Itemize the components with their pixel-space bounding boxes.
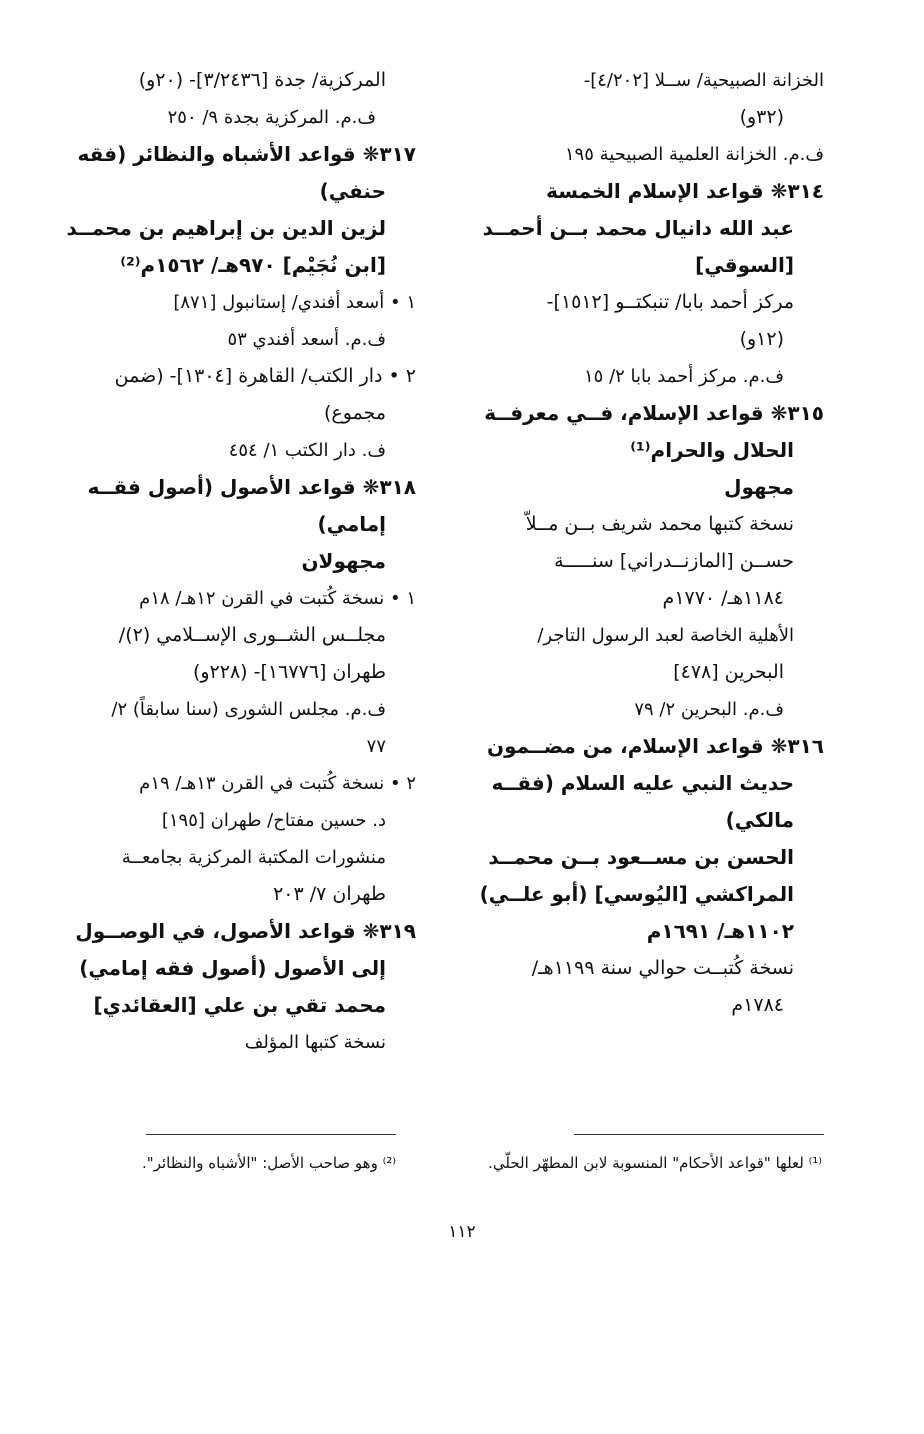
left-column-line: طهران ٧/ ٢٠٣ [273, 883, 386, 905]
right-column-line: ١٧٨٤م [731, 994, 784, 1016]
left-column-line: حنفي) [319, 179, 386, 203]
right-column-line: نسخة كُتبــت حوالي سنة ١١٩٩هـ/ [531, 957, 794, 979]
right-column-line: ٣١٦❋ قواعد الإسلام، من مضــمون [487, 734, 824, 758]
right-column-line: المراكشي [اليُوسي] (أبو علــي) [479, 882, 794, 906]
left-column-line: مجلــس الشــورى الإســلامي (٢)/ [118, 624, 386, 646]
right-column-line: ف.م. الخزانة العلمية الصبيحية ١٩٥ [564, 144, 824, 165]
left-column-line: منشورات المكتبة المركزية بجامعــة [121, 847, 386, 868]
right-column-line: (٣٢و) [739, 106, 784, 128]
footnote-right: ⁽¹⁾ لعلها "قواعد الأحكام" المنسوبة لابن المطهّر الحلّي. [488, 1154, 822, 1172]
footnote-separator-left [146, 1134, 396, 1135]
footnote-left: ⁽²⁾ وهو صاحب الأصل: "الأشباه والنظائر". [142, 1154, 396, 1172]
right-column-line: ١١٨٤هـ/ ١٧٧٠م [662, 587, 784, 609]
right-column-line: (١٢و) [739, 328, 784, 350]
right-column-line: الخزانة الصبيحية/ ســلا [٤/٢٠٢]- [583, 70, 824, 91]
left-column [66, 62, 416, 1061]
right-column-line: عبد الله دانيال محمد بــن أحمــد [482, 216, 794, 240]
right-column-line: [السوقي] [695, 253, 794, 277]
left-column-line: ١ • أسعد أفندي/ إستانبول [٨٧١] [173, 292, 416, 313]
left-column-line: المركزية/ جدة [٣/٢٤٣٦]- (٢٠و) [138, 69, 386, 91]
right-column-line: حســن [المازنــدراني] سنـــــة [554, 550, 794, 572]
left-column-line: مجموع) [324, 402, 386, 424]
right-column-line: ٣١٥❋ قواعد الإسلام، فــي معرفــة [484, 401, 824, 425]
left-column-line: ٧٧ [366, 736, 386, 757]
right-column-line: الحلال والحرام⁽¹⁾ [630, 438, 794, 462]
left-column-line: د. حسين مفتاح/ طهران [١٩٥] [161, 810, 386, 831]
right-column-line: نسخة كتبها محمد شريف بــن مــلاّ [525, 513, 794, 535]
left-column-line: ٢ • دار الكتب/ القاهرة [١٣٠٤]- (ضمن [114, 365, 416, 387]
left-column-line: ف. دار الكتب ١/ ٤٥٤ [228, 440, 386, 461]
right-column-line: ١١٠٢هـ/ ١٦٩١م [646, 919, 794, 943]
left-column-line: [ابن نُجَيْم] ٩٧٠هـ/ ١٥٦٢م⁽²⁾ [120, 253, 386, 277]
left-column-line: محمد تقي بن علي [العقائدي] [93, 993, 386, 1017]
right-column-line: مالكي) [725, 808, 794, 832]
left-column-line: لزين الدين بن إبراهيم بن محمــد [66, 216, 386, 240]
right-column-line: ٣١٤❋ قواعد الإسلام الخمسة [546, 179, 824, 203]
left-column-line: ١ • نسخة كُتبت في القرن ١٢هـ/ ١٨م [139, 588, 416, 609]
footnote-separator-right [574, 1134, 824, 1135]
left-column-line: ف.م. المركزية بجدة ٩/ ٢٥٠ [167, 107, 376, 128]
left-column-line: ٣١٨❋ قواعد الأصول (أصول فقــه [87, 475, 416, 499]
right-column-line: مركز أحمد بابا/ تنبكتــو [١٥١٢]- [546, 291, 794, 313]
right-column-line: ف.م. البحرين ٢/ ٧٩ [634, 699, 784, 720]
right-column-line: مجهول [724, 475, 794, 499]
right-column-line: حديث النبي عليه السلام (فقــه [491, 771, 794, 795]
left-column-line: إلى الأصول (أصول فقه إمامي) [79, 956, 386, 980]
left-column-line: ٣١٩❋ قواعد الأصول، في الوصــول [75, 919, 416, 943]
right-column [472, 62, 824, 1024]
left-column-line: ف.م. مجلس الشورى (سنا سابقاً) ٢/ [111, 699, 386, 720]
left-column-line: نسخة كتبها المؤلف [244, 1032, 386, 1053]
left-column-line: ٢ • نسخة كُتبت في القرن ١٣هـ/ ١٩م [139, 773, 416, 794]
right-column-line: الحسن بن مســعود بــن محمــد [488, 845, 794, 869]
left-column-line: مجهولان [301, 549, 386, 573]
right-column-line: البحرين [٤٧٨] [673, 661, 784, 683]
left-column-line: ٣١٧❋ قواعد الأشباه والنظائر (فقه [77, 142, 416, 166]
left-column-line: طهران [١٦٧٧٦]- (٢٢٨و) [192, 661, 386, 683]
right-column-line: ف.م. مركز أحمد بابا ٢/ ١٥ [584, 366, 784, 387]
right-column-line: الأهلية الخاصة لعبد الرسول التاجر/ [537, 625, 794, 646]
left-column-line: ف.م. أسعد أفندي ٥٣ [227, 329, 386, 350]
left-column-line: إمامي) [317, 512, 386, 536]
page-number: ١١٢ [448, 1222, 476, 1242]
